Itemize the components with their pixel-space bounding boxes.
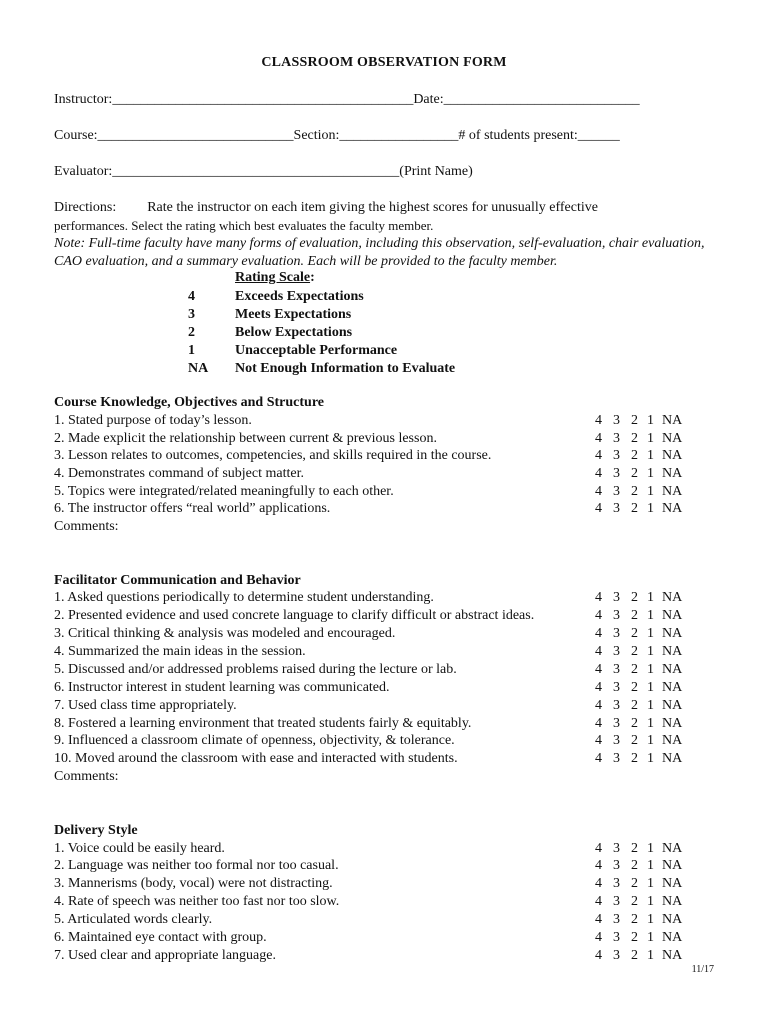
rating-options[interactable] [595, 912, 695, 930]
rating-option-4[interactable]: 4 [595, 858, 602, 873]
rating-option-4[interactable]: 4 [595, 876, 602, 891]
rating-option-na[interactable]: NA [662, 662, 683, 677]
rating-option-2[interactable]: 2 [631, 716, 638, 731]
evaluation-item [0, 431, 768, 449]
rating-option-2[interactable]: 2 [631, 894, 638, 909]
rating-option-1[interactable]: 1 [647, 948, 654, 963]
evaluation-item [0, 751, 768, 769]
rating-option-4[interactable]: 4 [595, 608, 602, 623]
rating-option-na[interactable]: NA [662, 698, 683, 713]
item-text: 7. Used clear and appropriate language. [54, 948, 276, 963]
rating-option-1[interactable]: 1 [647, 876, 654, 891]
rating-options[interactable] [595, 501, 695, 519]
rating-option-1[interactable]: 1 [647, 590, 654, 605]
item-text: 8. Fostered a learning environment that treated students fairly & equitably. [54, 716, 472, 731]
rating-option-3[interactable]: 3 [613, 590, 620, 605]
directions-text-cont: performances. Select the rating which best evaluates the faculty member. [54, 218, 434, 233]
rating-scale-colon: : [310, 270, 315, 285]
rating-option-na[interactable]: NA [662, 501, 683, 516]
rating-options[interactable] [595, 876, 695, 894]
rating-option-4[interactable]: 4 [595, 448, 602, 463]
evaluation-item [0, 413, 768, 431]
rating-option-2[interactable]: 2 [631, 431, 638, 446]
rating-scale-label: Below Expectations [235, 325, 353, 340]
rating-option-2[interactable]: 2 [631, 590, 638, 605]
rating-options[interactable] [595, 680, 695, 698]
evaluation-item [0, 590, 768, 608]
rating-option-na[interactable]: NA [662, 431, 683, 446]
evaluation-item [0, 841, 768, 859]
rating-options[interactable] [595, 662, 695, 680]
rating-scale-label: Unacceptable Performance [235, 343, 398, 358]
evaluation-item [0, 644, 768, 662]
rating-scale-label: Meets Expectations [235, 307, 352, 322]
evaluation-item [0, 716, 768, 734]
rating-option-4[interactable]: 4 [595, 698, 602, 713]
rating-scale-value: 1 [188, 343, 195, 358]
rating-option-1[interactable]: 1 [647, 680, 654, 695]
rating-options[interactable] [595, 644, 695, 662]
rating-option-2[interactable]: 2 [631, 626, 638, 641]
rating-option-1[interactable]: 1 [647, 626, 654, 641]
rating-option-3[interactable]: 3 [613, 841, 620, 856]
rating-option-3[interactable]: 3 [613, 948, 620, 963]
rating-options[interactable] [595, 841, 695, 859]
instructor-date-field[interactable]: Instructor:___________________________________________Date:____________________________ [54, 92, 640, 107]
rating-option-2[interactable]: 2 [631, 680, 638, 695]
rating-option-1[interactable]: 1 [647, 841, 654, 856]
rating-option-na[interactable]: NA [662, 680, 683, 695]
rating-option-4[interactable]: 4 [595, 841, 602, 856]
rating-option-na[interactable]: NA [662, 466, 683, 481]
rating-option-1[interactable]: 1 [647, 698, 654, 713]
item-text: 3. Mannerisms (body, vocal) were not distracting. [54, 876, 333, 891]
rating-options[interactable] [595, 466, 695, 484]
rating-option-3[interactable]: 3 [613, 751, 620, 766]
item-text: 7. Used class time appropriately. [54, 698, 237, 713]
rating-scale-label: Not Enough Information to Evaluate [235, 361, 456, 376]
rating-option-4[interactable]: 4 [595, 644, 602, 659]
item-text: 5. Topics were integrated/related meaningfully to each other. [54, 484, 394, 499]
item-text: 6. Instructor interest in student learning was communicated. [54, 680, 390, 695]
rating-option-3[interactable]: 3 [613, 680, 620, 695]
rating-option-na[interactable]: NA [662, 894, 683, 909]
item-text: 2. Made explicit the relationship between current & previous lesson. [54, 431, 437, 446]
rating-scale-value: NA [188, 361, 209, 376]
section-title-delivery-style: Delivery Style [54, 823, 138, 838]
rating-option-3[interactable]: 3 [613, 733, 620, 748]
item-text: 4. Summarized the main ideas in the session. [54, 644, 306, 659]
rating-options[interactable] [595, 626, 695, 644]
item-text: 5. Articulated words clearly. [54, 912, 213, 927]
item-text: 10. Moved around the classroom with ease and interacted with students. [54, 751, 458, 766]
rating-option-3[interactable]: 3 [613, 876, 620, 891]
rating-scale-label: Exceeds Expectations [235, 289, 364, 304]
page-number: 11/17 [691, 964, 714, 975]
rating-option-2[interactable]: 2 [631, 644, 638, 659]
rating-option-3[interactable]: 3 [613, 716, 620, 731]
rating-option-1[interactable]: 1 [647, 413, 654, 428]
item-text: 6. The instructor offers “real world” applications. [54, 501, 331, 516]
rating-scale-entry [0, 325, 768, 343]
rating-option-na[interactable]: NA [662, 484, 683, 499]
directions-text: Rate the instructor on each item giving the highest scores for unusually effective [147, 200, 598, 215]
rating-option-na[interactable]: NA [662, 448, 683, 463]
directions-block [54, 199, 694, 236]
rating-option-2[interactable]: 2 [631, 448, 638, 463]
evaluation-item [0, 608, 768, 626]
evaluation-item [0, 733, 768, 751]
rating-options[interactable] [595, 484, 695, 502]
rating-option-3[interactable]: 3 [613, 608, 620, 623]
rating-option-1[interactable]: 1 [647, 858, 654, 873]
rating-option-2[interactable]: 2 [631, 912, 638, 927]
rating-option-2[interactable]: 2 [631, 751, 638, 766]
evaluation-item [0, 626, 768, 644]
rating-option-4[interactable]: 4 [595, 484, 602, 499]
evaluation-item [0, 912, 768, 930]
item-text: 4. Demonstrates command of subject matter. [54, 466, 304, 481]
item-text: 4. Rate of speech was neither too fast nor too slow. [54, 894, 340, 909]
evaluation-item [0, 680, 768, 698]
evaluation-item [0, 894, 768, 912]
rating-options[interactable] [595, 413, 695, 431]
item-text: 5. Discussed and/or addressed problems raised during the lecture or lab. [54, 662, 457, 677]
rating-option-4[interactable]: 4 [595, 626, 602, 641]
rating-options[interactable] [595, 716, 695, 734]
rating-option-1[interactable]: 1 [647, 930, 654, 945]
item-text: 1. Asked questions periodically to determine student understanding. [54, 590, 434, 605]
rating-option-na[interactable]: NA [662, 751, 683, 766]
item-text: 1. Voice could be easily heard. [54, 841, 225, 856]
rating-option-4[interactable]: 4 [595, 680, 602, 695]
rating-scale-value: 3 [188, 307, 195, 322]
rating-option-3[interactable]: 3 [613, 858, 620, 873]
rating-option-4[interactable]: 4 [595, 466, 602, 481]
rating-scale-value: 4 [188, 289, 195, 304]
rating-scale-entry [0, 343, 768, 361]
rating-options[interactable] [595, 448, 695, 466]
rating-option-2[interactable]: 2 [631, 501, 638, 516]
comments-label[interactable]: Comments: [54, 769, 119, 784]
rating-scale-value: 2 [188, 325, 195, 340]
rating-option-4[interactable]: 4 [595, 894, 602, 909]
rating-option-1[interactable]: 1 [647, 662, 654, 677]
rating-option-4[interactable]: 4 [595, 930, 602, 945]
rating-option-4[interactable]: 4 [595, 431, 602, 446]
evaluator-field[interactable]: Evaluator:_________________________________________(Print Name) [54, 164, 473, 179]
rating-scale-entry [0, 307, 768, 325]
item-text: 2. Language was neither too formal nor too casual. [54, 858, 339, 873]
rating-option-1[interactable]: 1 [647, 484, 654, 499]
rating-option-1[interactable]: 1 [647, 448, 654, 463]
rating-options[interactable] [595, 751, 695, 769]
rating-option-3[interactable]: 3 [613, 930, 620, 945]
rating-option-1[interactable]: 1 [647, 751, 654, 766]
rating-options[interactable] [595, 733, 695, 751]
rating-options[interactable] [595, 948, 695, 966]
rating-option-3[interactable]: 3 [613, 448, 620, 463]
evaluation-item [0, 876, 768, 894]
rating-option-1[interactable]: 1 [647, 894, 654, 909]
rating-option-4[interactable]: 4 [595, 948, 602, 963]
rating-option-1[interactable]: 1 [647, 733, 654, 748]
rating-option-4[interactable]: 4 [595, 590, 602, 605]
item-text: 2. Presented evidence and used concrete language to clarify difficult or abstract ideas. [54, 608, 535, 623]
rating-option-2[interactable]: 2 [631, 608, 638, 623]
rating-options[interactable] [595, 858, 695, 876]
rating-options[interactable] [595, 894, 695, 912]
evaluation-item [0, 698, 768, 716]
rating-option-3[interactable]: 3 [613, 466, 620, 481]
rating-option-2[interactable]: 2 [631, 662, 638, 677]
rating-option-na[interactable]: NA [662, 608, 683, 623]
rating-option-na[interactable]: NA [662, 626, 683, 641]
rating-option-4[interactable]: 4 [595, 716, 602, 731]
rating-option-2[interactable]: 2 [631, 733, 638, 748]
rating-option-2[interactable]: 2 [631, 484, 638, 499]
rating-option-3[interactable]: 3 [613, 413, 620, 428]
rating-option-na[interactable]: NA [662, 716, 683, 731]
rating-scale-entry [0, 361, 768, 379]
rating-option-na[interactable]: NA [662, 948, 683, 963]
evaluation-item [0, 448, 768, 466]
rating-option-2[interactable]: 2 [631, 930, 638, 945]
rating-option-na[interactable]: NA [662, 644, 683, 659]
rating-options[interactable] [595, 590, 695, 608]
rating-option-1[interactable]: 1 [647, 912, 654, 927]
rating-option-3[interactable]: 3 [613, 431, 620, 446]
rating-options[interactable] [595, 698, 695, 716]
item-text: 9. Influenced a classroom climate of openness, objectivity, & tolerance. [54, 733, 455, 748]
rating-option-3[interactable]: 3 [613, 894, 620, 909]
rating-options[interactable] [595, 930, 695, 948]
item-text: 6. Maintained eye contact with group. [54, 930, 267, 945]
item-text: 3. Lesson relates to outcomes, competencies, and skills required in the course. [54, 448, 492, 463]
rating-scale-heading-text: Rating Scale [235, 270, 311, 285]
rating-option-4[interactable]: 4 [595, 501, 602, 516]
rating-options[interactable] [595, 608, 695, 626]
course-section-field[interactable]: Course:____________________________Section:_________________# of students present:______ [54, 128, 620, 143]
section-title-facilitator-communication: Facilitator Communication and Behavior [54, 573, 301, 588]
rating-option-na[interactable]: NA [662, 858, 683, 873]
rating-option-4[interactable]: 4 [595, 413, 602, 428]
item-text: 1. Stated purpose of today’s lesson. [54, 413, 252, 428]
rating-option-3[interactable]: 3 [613, 644, 620, 659]
rating-option-4[interactable]: 4 [595, 912, 602, 927]
evaluation-item [0, 484, 768, 502]
rating-option-2[interactable]: 2 [631, 841, 638, 856]
rating-option-4[interactable]: 4 [595, 751, 602, 766]
rating-option-na[interactable]: NA [662, 590, 683, 605]
rating-option-3[interactable]: 3 [613, 484, 620, 499]
rating-option-3[interactable]: 3 [613, 501, 620, 516]
rating-option-1[interactable]: 1 [647, 608, 654, 623]
evaluation-item [0, 858, 768, 876]
rating-option-na[interactable]: NA [662, 912, 683, 927]
faculty-note: Note: Full-time faculty have many forms of evaluation, including this observation, self-evaluation, chair evaluation, CAO evaluation, and a summary evaluation. Each will be provided to the faculty member. [54, 236, 705, 269]
rating-options[interactable] [595, 431, 695, 449]
rating-option-2[interactable]: 2 [631, 698, 638, 713]
rating-scale-entry [0, 289, 768, 307]
comments-label[interactable]: Comments: [54, 519, 119, 534]
rating-option-3[interactable]: 3 [613, 912, 620, 927]
rating-option-4[interactable]: 4 [595, 733, 602, 748]
rating-option-2[interactable]: 2 [631, 466, 638, 481]
evaluation-item [0, 501, 768, 519]
directions-label: Directions: [54, 200, 117, 215]
rating-option-3[interactable]: 3 [613, 662, 620, 677]
rating-option-1[interactable]: 1 [647, 466, 654, 481]
rating-option-2[interactable]: 2 [631, 948, 638, 963]
rating-option-1[interactable]: 1 [647, 716, 654, 731]
item-text: 3. Critical thinking & analysis was modeled and encouraged. [54, 626, 396, 641]
evaluation-item [0, 948, 768, 966]
form-title: CLASSROOM OBSERVATION FORM [261, 55, 507, 70]
rating-option-na[interactable]: NA [662, 930, 683, 945]
rating-option-na[interactable]: NA [662, 841, 683, 856]
evaluation-item [0, 930, 768, 948]
rating-option-2[interactable]: 2 [631, 413, 638, 428]
evaluation-item [0, 466, 768, 484]
rating-option-1[interactable]: 1 [647, 644, 654, 659]
rating-option-2[interactable]: 2 [631, 876, 638, 891]
rating-option-na[interactable]: NA [662, 733, 683, 748]
section-title-course-knowledge: Course Knowledge, Objectives and Structure [54, 395, 324, 410]
rating-option-na[interactable]: NA [662, 413, 683, 428]
rating-option-1[interactable]: 1 [647, 431, 654, 446]
evaluation-item [0, 662, 768, 680]
rating-option-na[interactable]: NA [662, 876, 683, 891]
rating-option-3[interactable]: 3 [613, 698, 620, 713]
rating-option-2[interactable]: 2 [631, 858, 638, 873]
rating-option-4[interactable]: 4 [595, 662, 602, 677]
rating-scale-heading [235, 270, 315, 286]
rating-option-1[interactable]: 1 [647, 501, 654, 516]
rating-option-3[interactable]: 3 [613, 626, 620, 641]
